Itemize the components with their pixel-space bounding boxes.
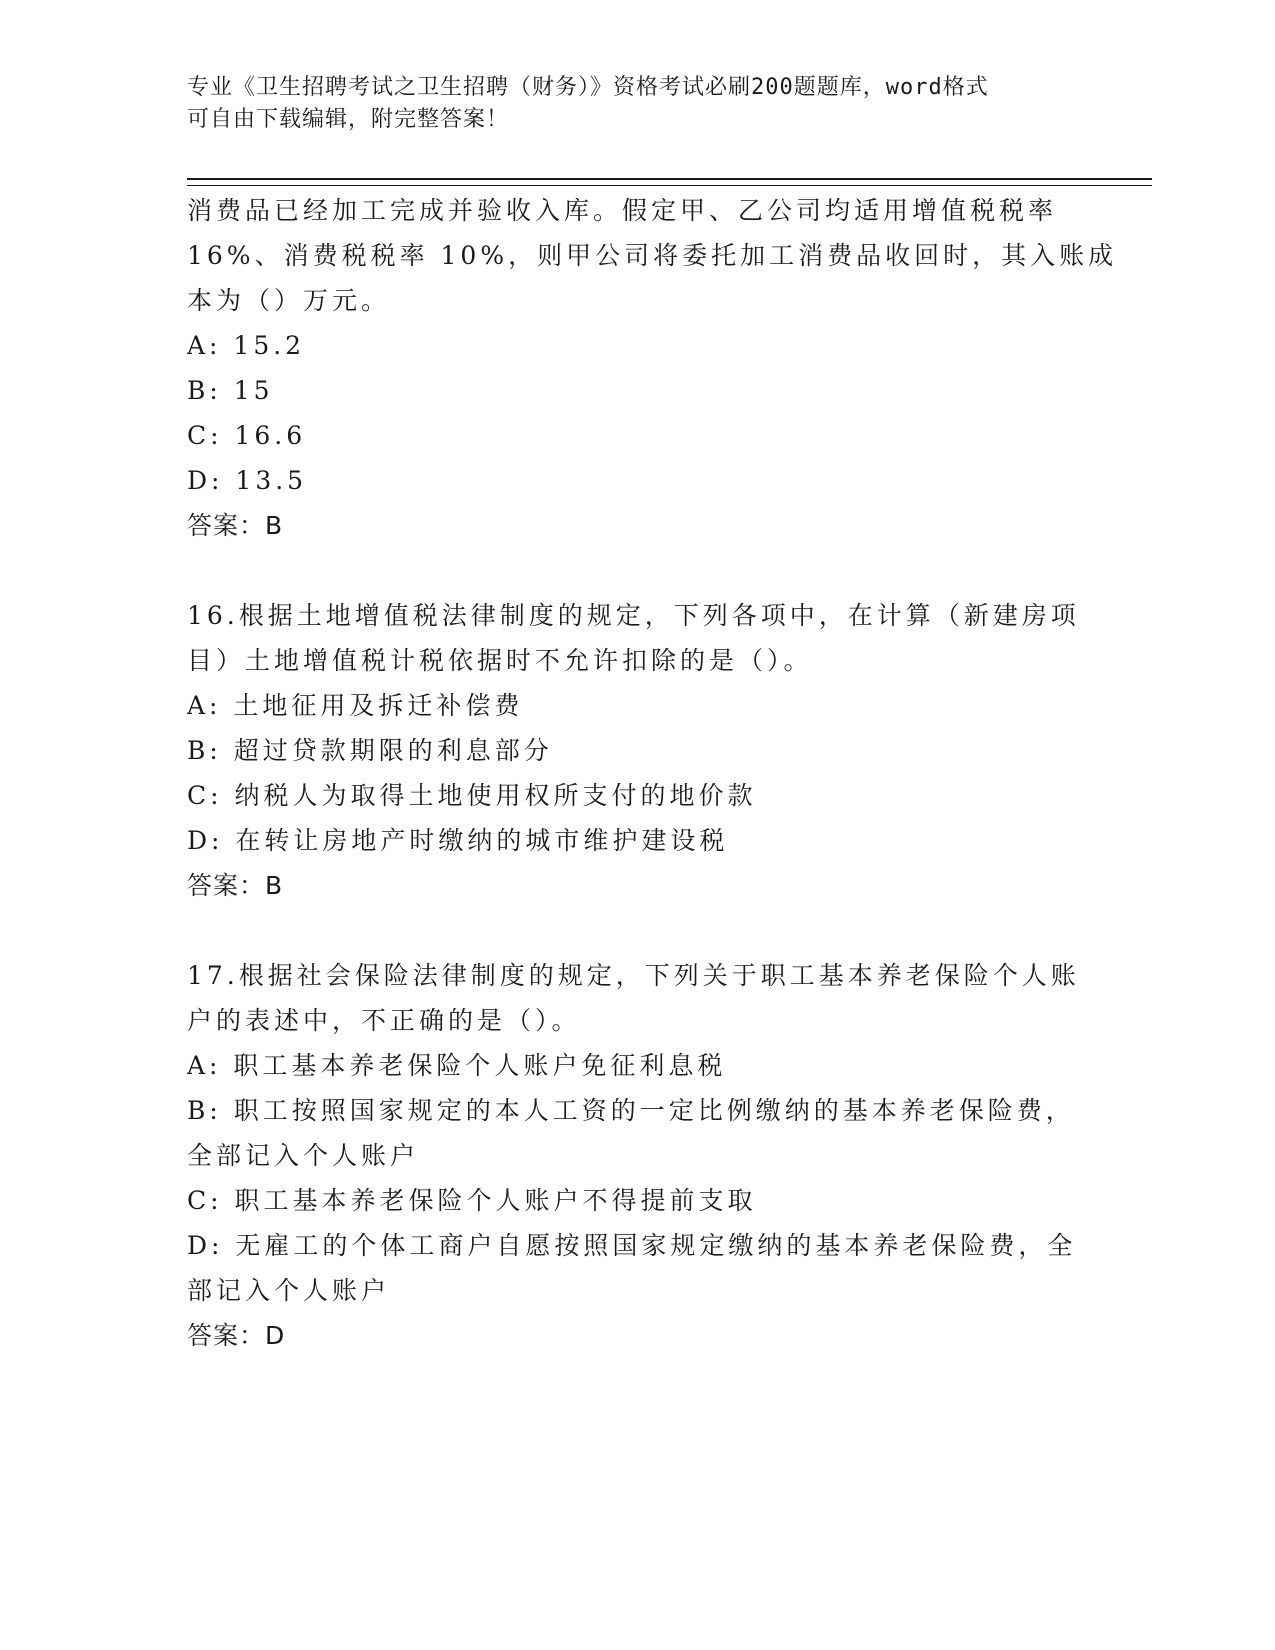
option-c: C: 职工基本养老保险个人账户不得提前支取 <box>187 1186 757 1215</box>
option-d: D: 在转让房地产时缴纳的城市维护建设税 <box>187 826 729 855</box>
option-b: B: 15 <box>187 376 274 405</box>
answer-label: 答案：D <box>187 1321 286 1350</box>
option-a: A: 15.2 <box>187 331 306 360</box>
answer-label: 答案：B <box>187 511 284 540</box>
spacer <box>187 908 1087 953</box>
option-a: A: 土地征用及拆迁补偿费 <box>187 691 524 720</box>
option-b: B: 超过贷款期限的利息部分 <box>187 736 553 765</box>
question-text-line: 消费品已经加工完成并验收入库。假定甲、乙公司均适用增值税税率 <box>187 196 1058 225</box>
spacer <box>187 548 1087 593</box>
option-d: D: 13.5 <box>187 466 308 495</box>
question-text-line: 16.根据土地增值税法律制度的规定，下列各项中，在计算（新建房项 <box>187 601 1080 630</box>
option-a: A: 职工基本养老保险个人账户免征利息税 <box>187 1051 727 1080</box>
document-body <box>187 188 1118 1358</box>
question-15-continuation <box>187 188 1118 548</box>
header-line-1: 专业《卫生招聘考试之卫生招聘（财务）》资格考试必刷200题题库，word格式 <box>187 75 989 100</box>
option-b-continued: 全部记入个人账户 <box>187 1141 420 1170</box>
option-c: C: 纳税人为取得土地使用权所支付的地价款 <box>187 781 757 810</box>
option-b: B: 职工按照国家规定的本人工资的一定比例缴纳的基本养老保险费， <box>187 1096 1075 1125</box>
question-text-line: 16%、消费税税率 10%，则甲公司将委托加工消费品收回时，其入账成 <box>187 241 1118 270</box>
question-16 <box>187 593 1087 908</box>
page-header <box>187 72 1067 136</box>
question-text-line: 17.根据社会保险法律制度的规定，下列关于职工基本养老保险个人账 <box>187 961 1080 990</box>
header-divider <box>187 178 1152 186</box>
header-line-2: 可自由下载编辑，附完整答案！ <box>187 107 510 132</box>
question-text-line: 目）土地增值税计税依据时不允许扣除的是（）。 <box>187 646 813 675</box>
option-d: D: 无雇工的个体工商户自愿按照国家规定缴纳的基本养老保险费，全 <box>187 1231 1077 1260</box>
option-c: C: 16.6 <box>187 421 307 450</box>
question-17 <box>187 953 1087 1358</box>
option-d-continued: 部记入个人账户 <box>187 1276 391 1305</box>
question-text-line: 户的表述中，不正确的是（）。 <box>187 1006 581 1035</box>
question-text-line: 本为（）万元。 <box>187 286 391 315</box>
answer-label: 答案：B <box>187 871 284 900</box>
